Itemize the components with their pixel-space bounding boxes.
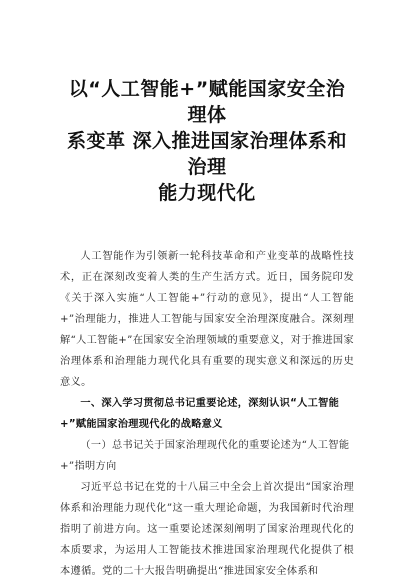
subsection-heading-1: （一）总书记关于国家治理现代化的重要论述为“人工智能+”指明方向 [60,440,350,472]
intro-paragraph: 人工智能作为引领新一轮科技革命和产业变革的战略性技术，正在深刻改变着人类的生产生活方式。近日，国务院印发《关于深入实施“人工智能+”行动的意见》，提出“人工智能+”治理能力，推进人工智能与国家安全治理深度融合。深刻理解“人工智能+”在国家安全治理领域的重要意义，对于推进国家治理体系和治理能力现代化具有重要的现实意义和深远的历史意义。 [60,251,354,388]
title-line-1: 以“人工智能+”赋能国家安全治理体 [68,78,346,126]
title-line-2: 系变革 深入推进国家治理体系和治理 [66,130,348,178]
title-line-3: 能力现代化 [158,182,256,204]
body-paragraph: 习近平总书记在党的十八届三中全会上首次提出“国家治理体系和治理能力现代化”这一重大理论命题，为我国新时代治理指明了前进方向。这一重要论述深刻阐明了国家治理现代化的本质要求，为运用人工智能技术推进国家治理现代化提供了根本遵循。党的二十大报告明确提出“推进国家安全体系和 [60,482,354,577]
section-heading-1: 一、深入学习贯彻总书记重要论述，深刻认识“人工智能+”赋能国家治理现代化的战略意义 [60,398,340,430]
document-title [60,76,354,206]
